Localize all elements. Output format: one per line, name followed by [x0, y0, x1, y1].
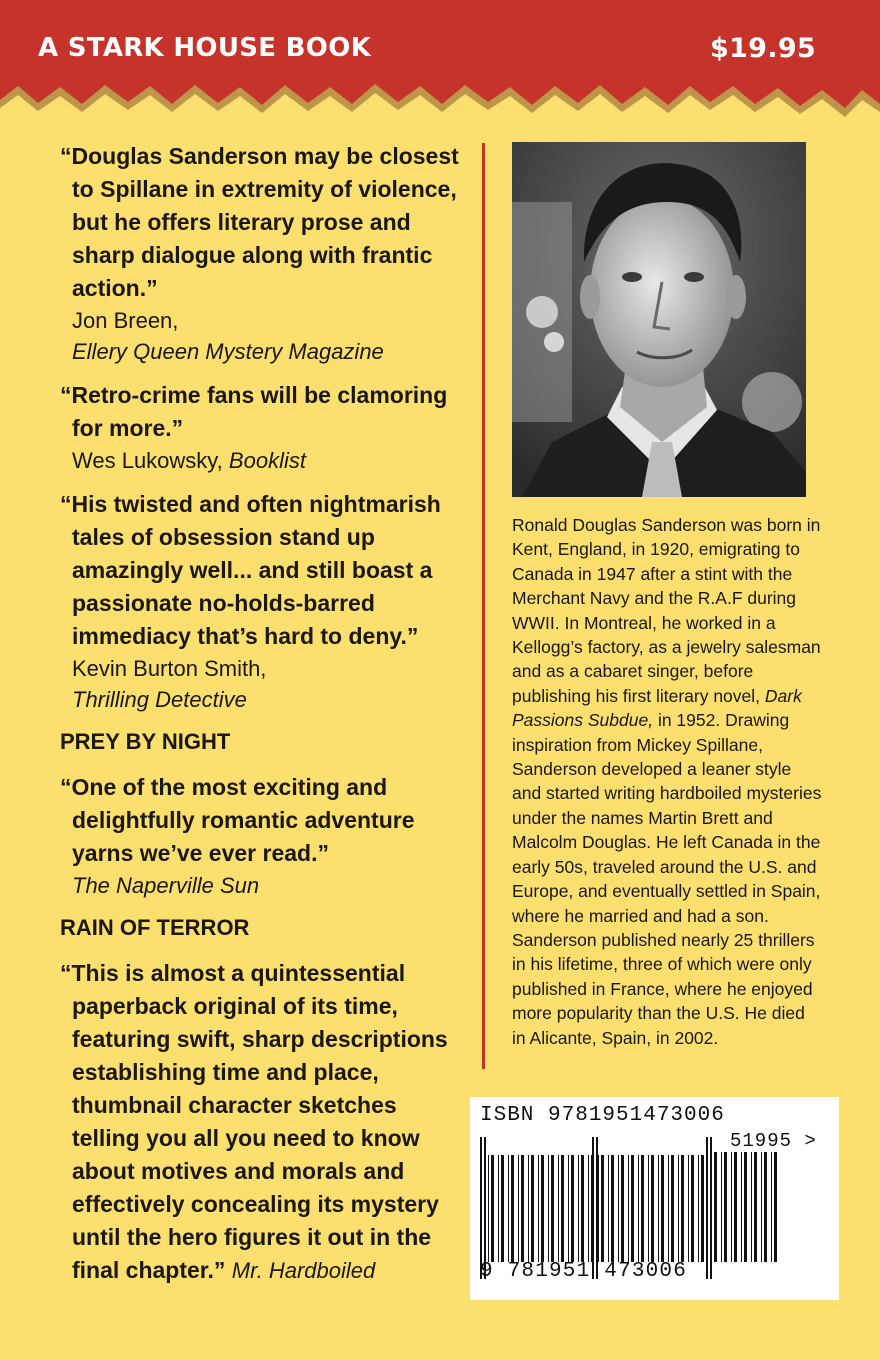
section-title-prey-by-night: PREY BY NIGHT	[60, 729, 231, 754]
barcode-bar	[488, 1155, 489, 1262]
barcode-bar	[581, 1155, 584, 1262]
barcode-bar	[571, 1155, 574, 1262]
barcode-guard-bar	[710, 1137, 712, 1279]
barcode-bar	[601, 1155, 604, 1262]
quote-author: Wes Lukowsky,	[72, 448, 223, 473]
barcode-bar	[511, 1155, 514, 1262]
barcode-guard-bar	[592, 1137, 594, 1279]
barcode-bar	[568, 1155, 569, 1262]
barcode-bar	[661, 1155, 664, 1262]
barcode-bar	[691, 1155, 694, 1262]
quote-source: The Naperville Sun	[72, 873, 260, 898]
barcode-bar	[541, 1155, 544, 1262]
barcode-bar	[668, 1155, 669, 1262]
barcode-bar	[648, 1155, 649, 1262]
price-code: 51995 >	[730, 1130, 817, 1152]
quote-text: “Retro-crime fans will be clamoring for more.”	[60, 382, 448, 441]
barcode-bar	[761, 1152, 762, 1262]
barcode-bar	[561, 1155, 564, 1262]
barcode-bar	[501, 1155, 504, 1262]
barcode-bar	[724, 1152, 727, 1262]
author-bio	[512, 513, 822, 1050]
quote-source: Mr. Hardboiled	[231, 1258, 376, 1283]
quote-text: “His twisted and often nightmarish tales of obsession stand up amazingly well... and still boast a passionate no-holds-barred immediacy that’s hard to deny.”	[60, 491, 441, 649]
section-title-rain-of-terror: RAIN OF TERROR	[60, 915, 250, 940]
barcode-bar	[771, 1152, 772, 1262]
barcode-bar	[558, 1155, 559, 1262]
barcode-bar	[774, 1152, 777, 1262]
quote-source: Thrilling Detective	[72, 687, 247, 712]
price-label: $19.95	[710, 33, 816, 64]
barcode-bar	[721, 1152, 722, 1262]
barcode-bar	[714, 1152, 717, 1262]
quote-block	[60, 488, 470, 715]
barcode-bar	[638, 1155, 639, 1262]
barcode-bar	[764, 1152, 767, 1262]
quote-attribution	[60, 445, 470, 476]
column-divider	[482, 143, 485, 1069]
bio-book-title: Dark Passions Subdue,	[512, 685, 802, 731]
barcode-guard-bar	[706, 1137, 708, 1279]
barcode	[470, 1097, 839, 1300]
quote-source: Ellery Queen Mystery Magazine	[72, 339, 384, 364]
quote-block	[60, 379, 470, 476]
barcode-bar	[688, 1155, 689, 1262]
barcode-bar	[744, 1152, 747, 1262]
barcode-bar	[521, 1155, 524, 1262]
quote-text	[60, 957, 470, 1287]
left-column	[60, 140, 470, 1299]
barcode-bar	[731, 1152, 732, 1262]
quote-author: Kevin Burton Smith,	[72, 656, 267, 681]
author-photo	[512, 142, 806, 497]
quote-source: Booklist	[228, 448, 306, 473]
barcode-guard-bar	[596, 1137, 598, 1279]
barcode-bar	[734, 1152, 737, 1262]
quote-block	[60, 957, 470, 1287]
barcode-bar	[531, 1155, 534, 1262]
quote-block	[60, 140, 470, 367]
barcode-bar	[751, 1152, 752, 1262]
quote-text-body: “This is almost a quintessential paperback original of its time, featuring swift, sharp descriptions establishing time and place, thumbnail character sketches telling you all you need to know about motives and morals and effectively concealing its mystery until the hero figures it out in the final chapter.”	[60, 960, 448, 1283]
isbn-digits: 9 781951 473006	[480, 1260, 688, 1283]
barcode-bar	[551, 1155, 554, 1262]
barcode-bar	[631, 1155, 634, 1262]
barcode-bar	[618, 1155, 619, 1262]
barcode-bar	[681, 1155, 684, 1262]
barcode-bar	[491, 1155, 494, 1262]
quote-text: “Douglas Sanderson may be closest to Spillane in extremity of violence, but he offers literary prose and sharp dialogue along with frantic action.”	[60, 143, 459, 301]
barcode-bar	[528, 1155, 529, 1262]
barcode-bar	[611, 1155, 614, 1262]
bio-text: Ronald Douglas Sanderson was born in Kent, England, in 1920, emigrating to Canada in 1947 after a stint with the Merchant Navy and the R.A.F during WWII. In Montreal, he worked in a Kellogg’s factory, as a jewelry salesman and as a cabaret singer, before publishing his first literary novel,	[512, 515, 821, 706]
quote-block	[60, 771, 470, 901]
barcode-bar	[628, 1155, 629, 1262]
barcode-bar	[641, 1155, 644, 1262]
barcode-bar	[658, 1155, 659, 1262]
bio-text-cont: in 1952. Drawing inspiration from Mickey Spillane, Sanderson developed a leaner style and started writing hardboiled mysteries under the names Martin Brett and Malcolm Douglas. He left Canada in the early 50s, traveled around the U.S. and Europe, and eventually settled in Spain, where he married and had a son. Sanderson published nearly 25 thrillers in his lifetime, three of which were only published in France, where he enjoyed more popularity than the U.S. He died in Alicante, Spain, in 2002.	[512, 710, 822, 1048]
publisher-label: A STARK HOUSE BOOK	[38, 33, 372, 63]
barcode-bar	[651, 1155, 654, 1262]
barcode-bar	[741, 1152, 742, 1262]
barcode-guard-bar	[484, 1137, 486, 1279]
barcode-bar	[598, 1155, 599, 1262]
barcode-guard-bar	[480, 1137, 482, 1279]
quote-text: “One of the most exciting and delightfully romantic adventure yarns we’ve ever read.”	[60, 774, 415, 866]
isbn-label: ISBN 9781951473006	[480, 1104, 725, 1127]
barcode-bar	[678, 1155, 679, 1262]
quote-author: Jon Breen,	[72, 308, 179, 333]
barcode-bar	[588, 1155, 589, 1262]
barcode-bar	[578, 1155, 579, 1262]
barcode-bar	[548, 1155, 549, 1262]
barcode-bar	[621, 1155, 624, 1262]
barcode-bar	[754, 1152, 757, 1262]
barcode-bar	[671, 1155, 674, 1262]
barcode-bar	[538, 1155, 539, 1262]
barcode-bar	[608, 1155, 609, 1262]
barcode-bar	[698, 1155, 699, 1262]
barcode-bar	[498, 1155, 499, 1262]
barcode-bar	[508, 1155, 509, 1262]
barcode-bar	[518, 1155, 519, 1262]
barcode-bar	[701, 1155, 704, 1262]
